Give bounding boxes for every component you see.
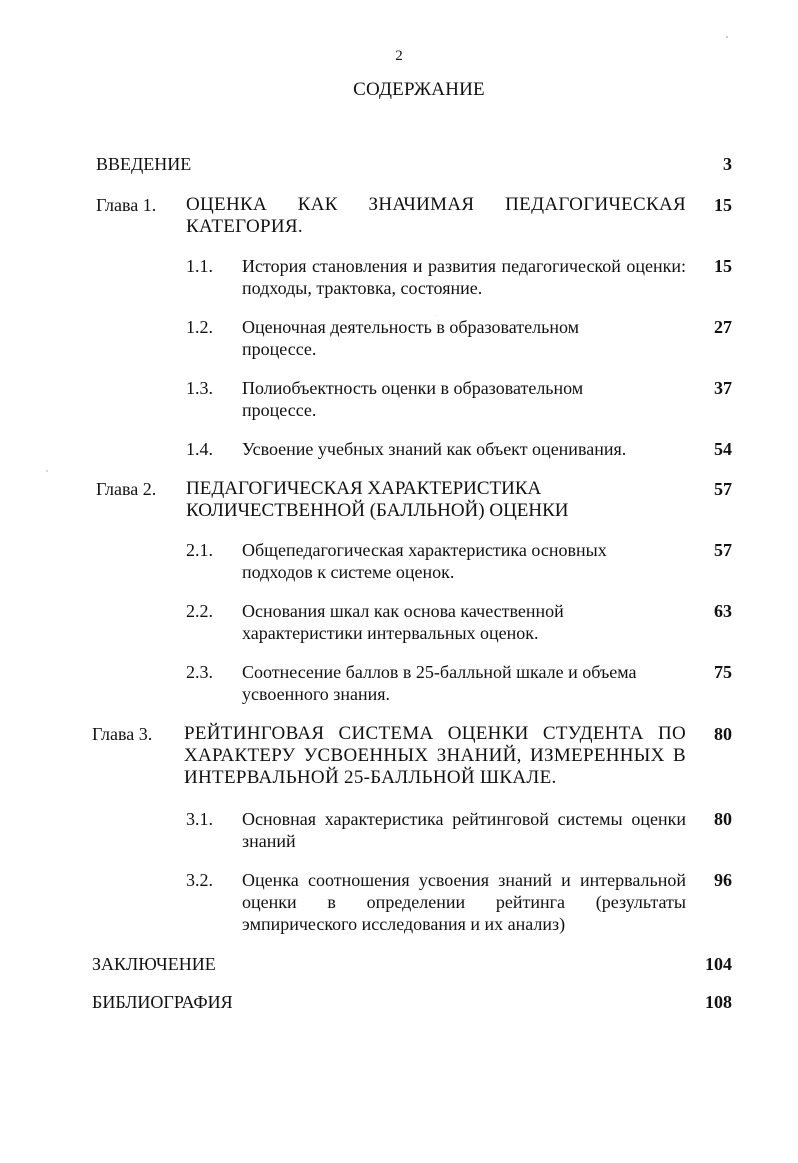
- section-number: 3.2.: [186, 870, 213, 890]
- entry-page: 54: [714, 439, 732, 459]
- entry-page: 57: [714, 479, 732, 499]
- section-title: Оценочная деятельность в образовательном процессе.: [242, 317, 580, 359]
- chapter-title: ПЕДАГОГИЧЕСКАЯ ХАРАКТЕРИСТИКА КОЛИЧЕСТВЕННОЙ (БАЛЛЬНОЙ) ОЦЕНКИ: [186, 478, 569, 521]
- section-number: 1.1.: [186, 256, 213, 276]
- chapter-label: Глава 3.: [92, 724, 153, 744]
- section-number: 1.2.: [186, 317, 213, 337]
- chapter-label: Глава 1.: [96, 195, 157, 215]
- section-title: Оценка соотношения усвоения знаний и интервальной оценки в определении рейтинга (результаты эмпирического исследования и их анализ): [242, 870, 686, 934]
- entry-page: 104: [705, 954, 732, 974]
- entry-page: 3: [723, 154, 732, 174]
- entry-page: 15: [714, 195, 732, 215]
- entry-page: 80: [714, 809, 732, 829]
- scan-speck: [436, 315, 437, 316]
- entry-page: 63: [714, 601, 732, 621]
- section-number: 2.2.: [186, 601, 213, 621]
- chapter-label: Глава 2.: [96, 479, 157, 499]
- entry-page: 37: [714, 378, 732, 398]
- entry-page: 15: [714, 256, 732, 276]
- section-number: 1.3.: [186, 378, 213, 398]
- scan-speck: [46, 470, 48, 472]
- page-title: СОДЕРЖАНИЕ: [353, 79, 485, 100]
- chapter-title: ОЦЕНКА КАК ЗНАЧИМАЯ ПЕДАГОГИЧЕСКАЯ КАТЕГОРИЯ.: [186, 194, 686, 237]
- section-title: Основная характеристика рейтинговой системы оценки знаний: [242, 809, 686, 851]
- entry-page: 75: [714, 662, 732, 682]
- entry-label: БИБЛИОГРАФИЯ: [92, 992, 233, 1012]
- section-title: Усвоение учебных знаний как объект оценивания.: [242, 439, 627, 459]
- entry-page: 57: [714, 540, 732, 560]
- chapter-title: РЕЙТИНГОВАЯ СИСТЕМА ОЦЕНКИ СТУДЕНТА ПО ХАРАКТЕРУ УСВОЕННЫХ ЗНАНИЙ, ИЗМЕРЕННЫХ В ИНТЕРВАЛЬНОЙ 25-БАЛЛЬНОЙ ШКАЛЕ.: [184, 723, 686, 788]
- section-title: Полиобъектность оценки в образовательном процессе.: [242, 378, 584, 420]
- entry-page: 96: [714, 870, 732, 890]
- section-number: 3.1.: [186, 809, 213, 829]
- section-title: Соотнесение баллов в 25-балльной шкале и объема усвоенного знания.: [242, 662, 637, 704]
- section-title: Основания шкал как основа качественной характеристики интервальных оценок.: [242, 601, 564, 643]
- entry-page: 108: [705, 992, 732, 1012]
- entry-label: ЗАКЛЮЧЕНИЕ: [92, 954, 216, 974]
- page-number: 2: [395, 48, 403, 64]
- section-title: История становления и развития педагогической оценки: подходы, трактовка, состояние.: [242, 256, 686, 298]
- section-number: 2.3.: [186, 662, 213, 682]
- entry-page: 80: [714, 724, 732, 744]
- entry-page: 27: [714, 317, 732, 337]
- section-number: 1.4.: [186, 439, 213, 459]
- section-title: Общепедагогическая характеристика основных подходов к системе оценок.: [242, 540, 607, 582]
- scan-speck: [726, 36, 728, 38]
- section-number: 2.1.: [186, 540, 213, 560]
- entry-label: ВВЕДЕНИЕ: [96, 154, 192, 174]
